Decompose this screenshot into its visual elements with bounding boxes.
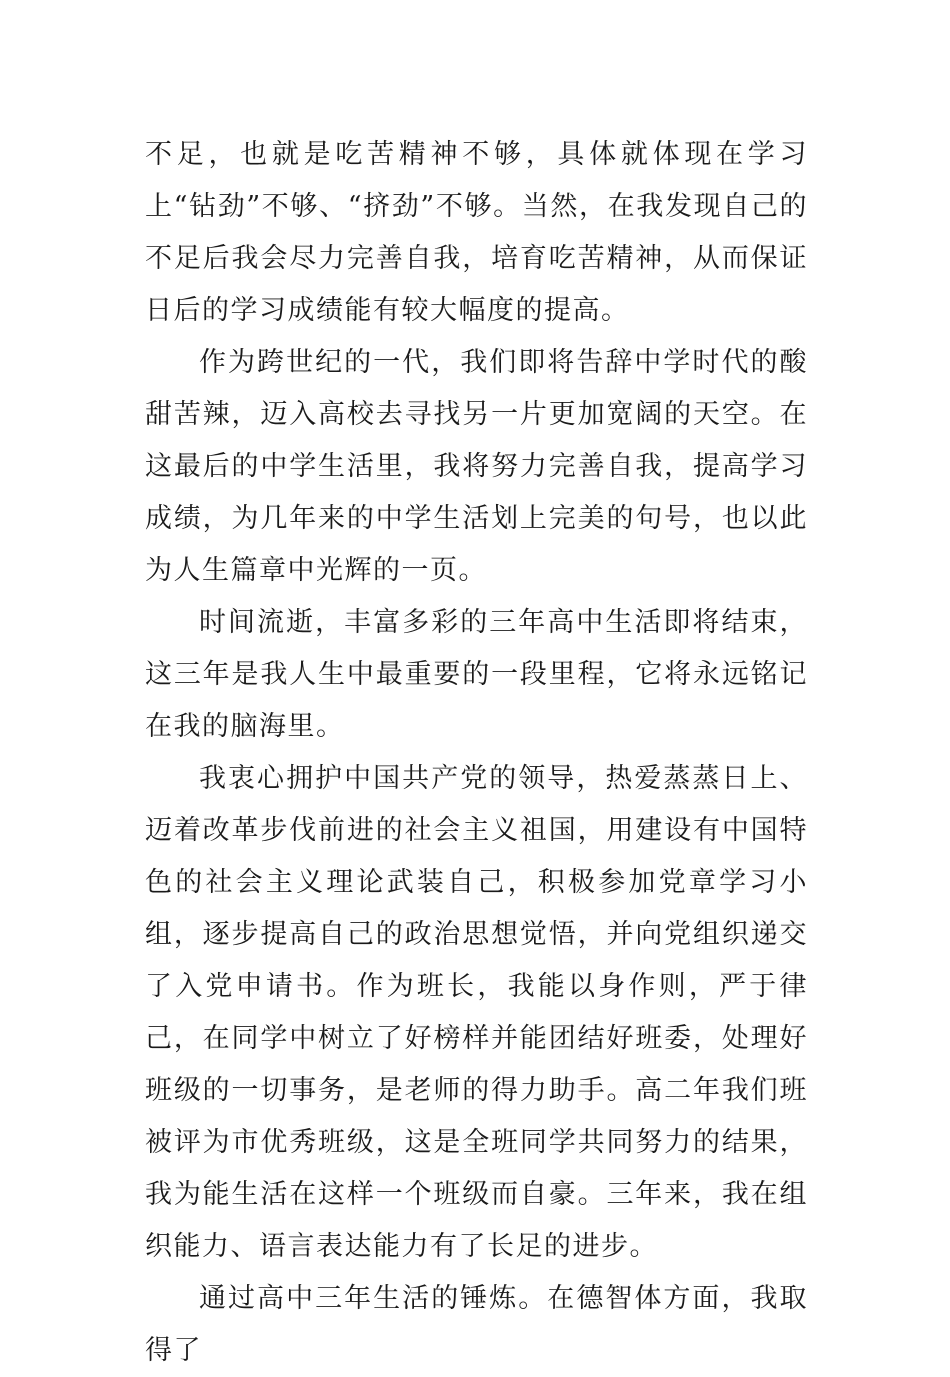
paragraph-3: 时间流逝，丰富多彩的三年高中生活即将结束，这三年是我人生中最重要的一段里程，它将永远铭记在我的脑海里。 bbox=[145, 607, 808, 742]
paragraph-2: 作为跨世纪的一代，我们即将告辞中学时代的酸甜苦辣，迈入高校去寻找另一片更加宽阔的天空。在这最后的中学生活里，我将努力完善自我，提高学习成绩，为几年来的中学生活划上完美的句号，也以此为人生篇章中光辉的一页。 bbox=[145, 347, 808, 586]
document-body bbox=[145, 129, 808, 1377]
paragraph-5: 通过高中三年生活的锤炼。在德智体方面，我取得了 bbox=[145, 1283, 808, 1366]
paragraph-4: 我衷心拥护中国共产党的领导，热爱蒸蒸日上、迈着改革步伐前进的社会主义祖国，用建设有中国特色的社会主义理论武装自己，积极参加党章学习小组，逐步提高自己的政治思想觉悟，并向党组织递交了入党申请书。作为班长，我能以身作则，严于律己，在同学中树立了好榜样并能团结好班委，处理好班级的一切事务，是老师的得力助手。高二年我们班被评为市优秀班级，这是全班同学共同努力的结果，我为能生活在这样一个班级而自豪。三年来，我在组织能力、语言表达能力有了长足的进步。 bbox=[145, 763, 808, 1262]
paragraph-1: 不足，也就是吃苦精神不够，具体就体现在学习上“钻劲”不够、“挤劲”不够。当然，在我发现自己的不足后我会尽力完善自我，培育吃苦精神，从而保证日后的学习成绩能有较大幅度的提高。 bbox=[145, 139, 808, 326]
